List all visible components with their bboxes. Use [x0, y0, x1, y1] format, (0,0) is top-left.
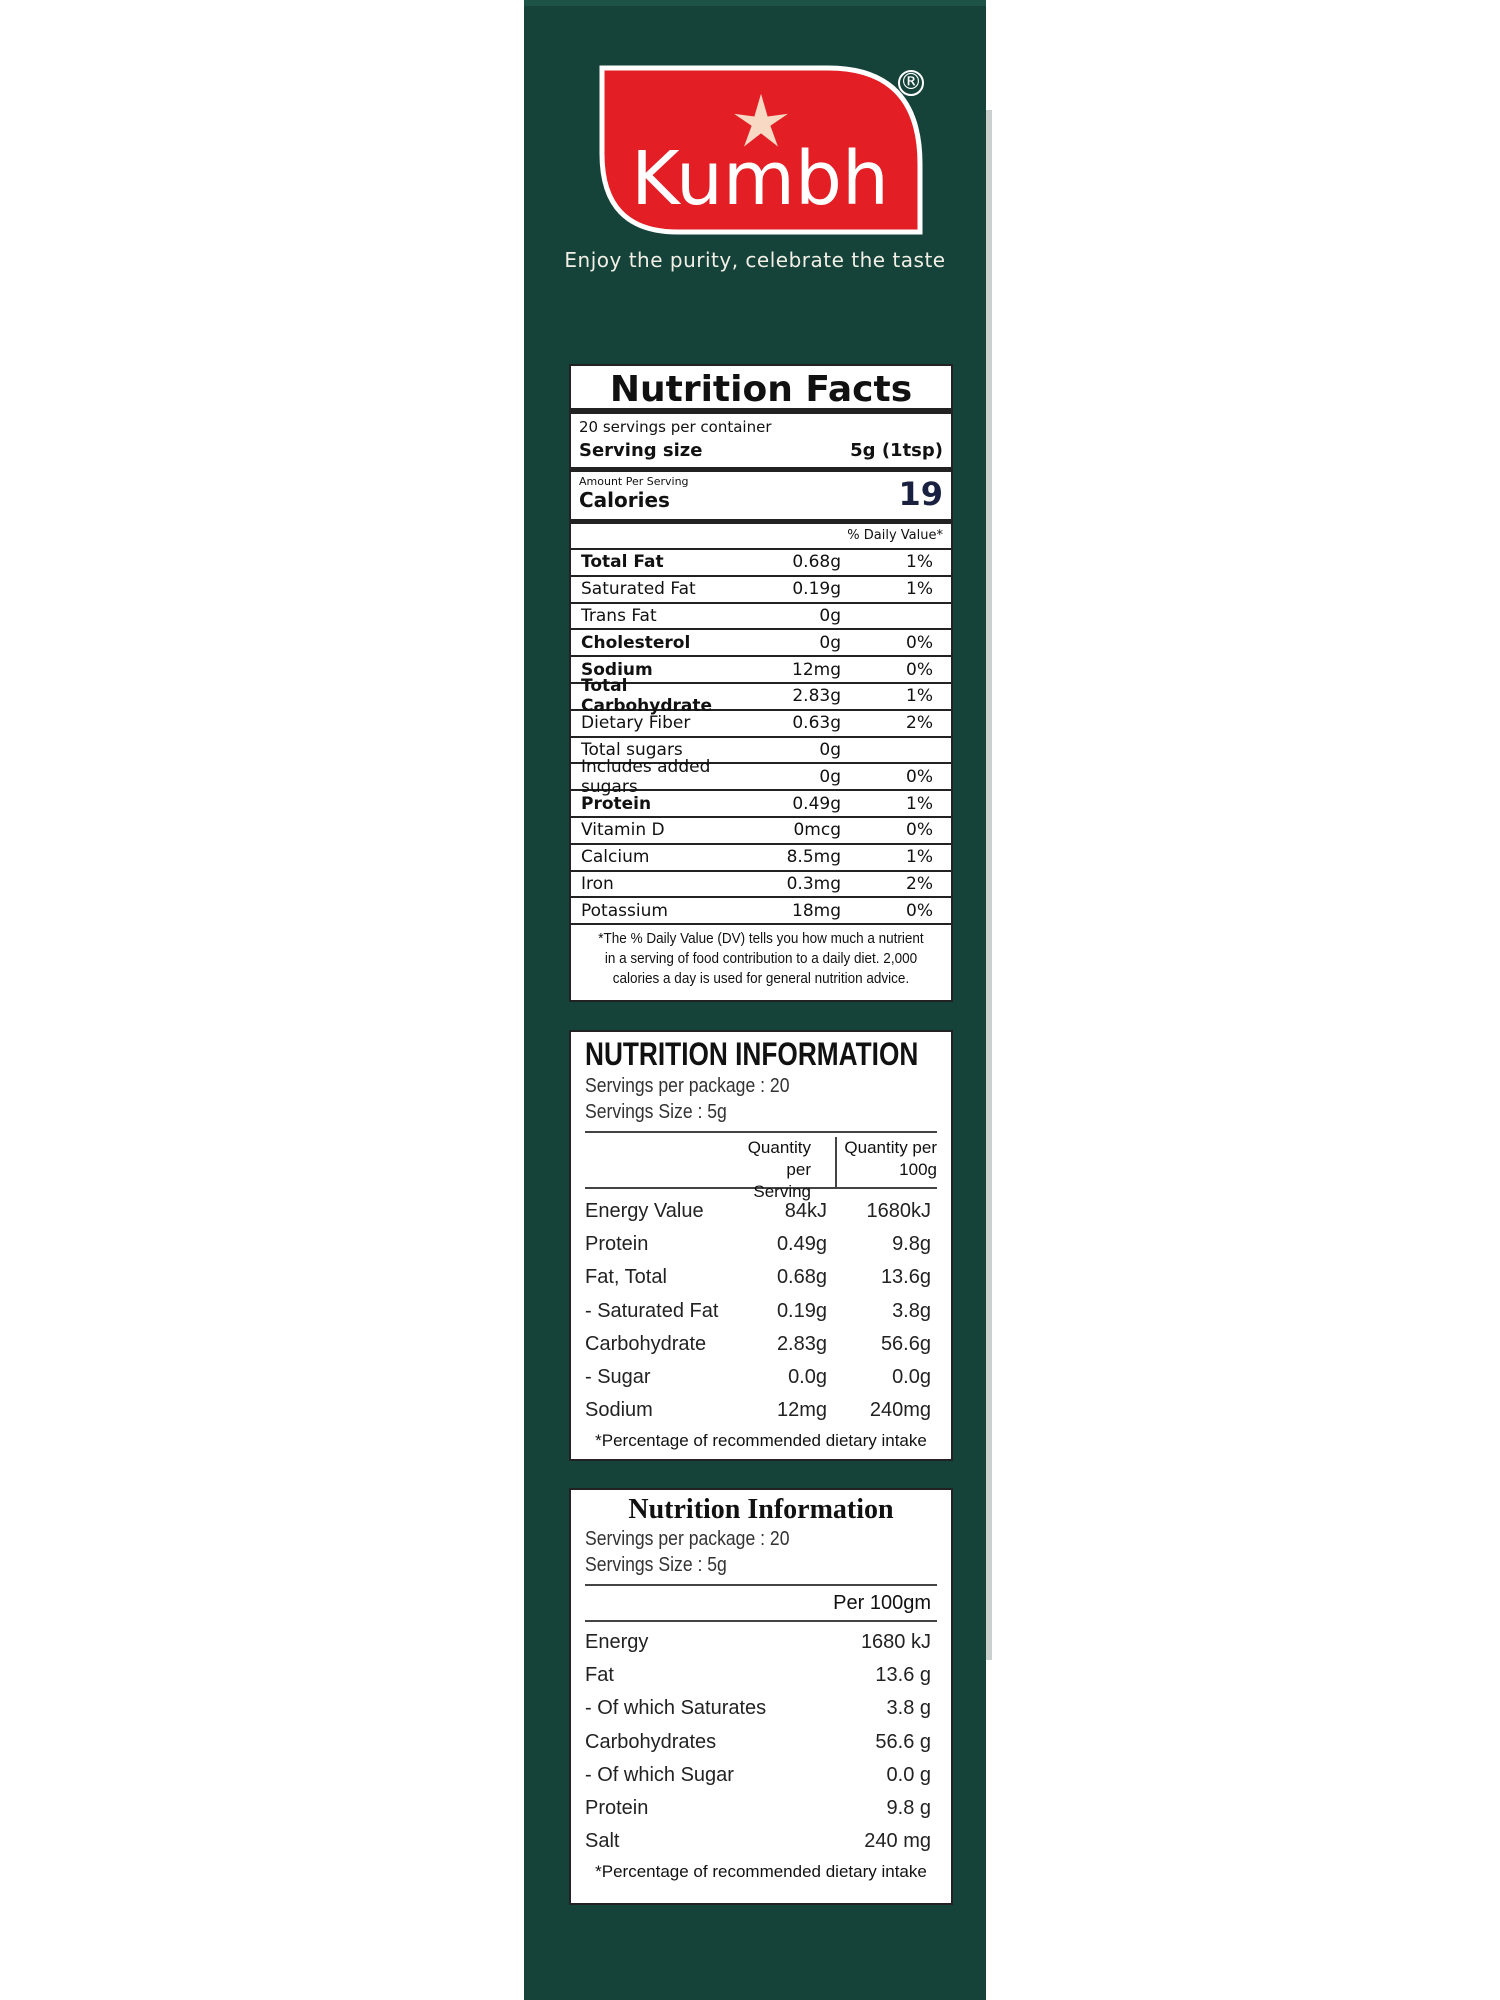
info-servings: Servings per package : 20: [585, 1075, 790, 1097]
nutrient-row: [571, 756, 951, 797]
info2-per-100gm: 0.0 g: [886, 1763, 931, 1786]
nutrient-row: [571, 550, 951, 577]
facts-title: Nutrition Facts: [571, 366, 951, 414]
nutrient-name: Potassium: [581, 900, 668, 921]
info2-name: - Of which Sugar: [585, 1763, 734, 1786]
info-per-100g: 240mg: [869, 1399, 931, 1422]
nutrient-amount: 8.5mg: [786, 847, 841, 868]
nutrient-amount: 0mcg: [793, 820, 841, 841]
info2-per-100gm: 13.6 g: [875, 1664, 931, 1687]
nutrient-amount: 0g: [819, 739, 841, 760]
info2-row: [585, 1726, 937, 1759]
nutrient-row: [571, 711, 951, 738]
nutrient-row: [571, 791, 951, 818]
nutrient-amount: 0g: [819, 605, 841, 626]
info-per-100g: 0.0g: [892, 1366, 931, 1389]
nutrient-name: Sodium: [581, 659, 653, 680]
info-row: [585, 1295, 937, 1328]
nutrient-daily-value: 1%: [906, 847, 933, 868]
tagline: Enjoy the purity, celebrate the taste: [564, 248, 946, 272]
nutrient-amount: 0g: [819, 632, 841, 653]
info-row: [585, 1328, 937, 1361]
nutrient-amount: 12mg: [792, 659, 841, 680]
info2-row: [585, 1792, 937, 1825]
nutrient-daily-value: 2%: [906, 713, 933, 734]
calories-value: 19: [898, 475, 943, 513]
serving-size-label: Serving size: [579, 440, 703, 461]
facts-footnote: *The % Daily Value (DV) tells you how much a nutrient in a serving of food contribution to a daily diet. 2,000 calories a day is used for general nutrition advice.: [598, 930, 924, 988]
info2-footnote: *Percentage of recommended dietary intake: [595, 1862, 927, 1882]
nutrient-daily-value: 0%: [906, 766, 933, 787]
package-edge: [986, 110, 992, 1660]
nutrition-information-panel: [569, 1030, 953, 1461]
info-name: - Saturated Fat: [585, 1299, 719, 1322]
info-row: [585, 1195, 937, 1228]
info2-row: [585, 1626, 937, 1659]
info-name: Fat, Total: [585, 1266, 667, 1289]
nutrient-amount: 0g: [819, 766, 841, 787]
nutrient-daily-value: 1%: [906, 793, 933, 814]
col-per-100gm: Per 100gm: [585, 1584, 937, 1622]
nutrient-amount: 0.19g: [792, 579, 841, 600]
nutrient-amount: 18mg: [792, 900, 841, 921]
info-per-serving: 84kJ: [784, 1200, 827, 1223]
nutrient-daily-value: 1%: [906, 579, 933, 600]
nutrient-daily-value: 0%: [906, 632, 933, 653]
col-per-serving: Quantity per Serving: [727, 1137, 837, 1187]
nutrient-row: [571, 872, 951, 899]
info-name: Sodium: [585, 1399, 653, 1422]
nutrient-name: Total sugars: [581, 739, 683, 760]
nutrient-name: Includes added sugars: [581, 756, 711, 797]
nutrient-row: [571, 630, 951, 657]
info-per-serving: 12mg: [776, 1399, 827, 1422]
nutrition-information-panel-2: [569, 1488, 953, 1905]
info2-name: Protein: [585, 1797, 649, 1820]
col-per-100g: Quantity per 100g: [844, 1138, 937, 1179]
nutrient-amount: 2.83g: [792, 686, 841, 707]
info2-name: Fat: [585, 1664, 614, 1687]
nutrient-name: Total Fat: [581, 552, 664, 573]
info-per-serving: 0.19g: [776, 1299, 827, 1322]
amount-per-serving: Amount Per Serving: [579, 475, 689, 488]
nutrient-row: [571, 818, 951, 845]
info2-per-100gm: 3.8 g: [886, 1697, 931, 1720]
info-per-100g: 13.6g: [880, 1266, 931, 1289]
info-per-serving: 0.0g: [788, 1366, 827, 1389]
info2-name: - Of which Saturates: [585, 1697, 767, 1720]
info-name: Protein: [585, 1233, 649, 1256]
nutrient-daily-value: 0%: [906, 820, 933, 841]
nutrient-amount: 0.3mg: [786, 873, 841, 894]
info2-size: Servings Size : 5g: [585, 1554, 727, 1576]
info-size: Servings Size : 5g: [585, 1101, 727, 1123]
info2-name: Energy: [585, 1631, 649, 1654]
info2-per-100gm: 240 mg: [864, 1830, 931, 1853]
info2-per-100gm: 56.6 g: [875, 1730, 931, 1753]
info-per-100g: 56.6g: [880, 1332, 931, 1355]
registered-mark: ®: [900, 70, 922, 95]
nutrient-name: Calcium: [581, 847, 650, 868]
info2-per-100gm: 1680 kJ: [860, 1631, 931, 1654]
nutrient-amount: 0.49g: [792, 793, 841, 814]
info-per-serving: 2.83g: [776, 1332, 827, 1355]
info-footnote: *Percentage of recommended dietary intake: [595, 1431, 927, 1451]
serving-size-value: 5g (1tsp): [850, 440, 943, 461]
nutrient-row: [571, 577, 951, 604]
nutrient-amount: 0.63g: [792, 713, 841, 734]
nutrient-row: [571, 898, 951, 925]
info-row: [585, 1361, 937, 1394]
nutrient-row: [571, 604, 951, 631]
info-per-100g: 1680kJ: [866, 1200, 931, 1223]
info2-row: [585, 1759, 937, 1792]
info-row: [585, 1394, 937, 1427]
logo-text: Kumbh: [631, 136, 889, 222]
info2-servings: Servings per package : 20: [585, 1528, 790, 1550]
info2-name: Salt: [585, 1830, 620, 1853]
nutrient-row: [571, 676, 951, 717]
info-row: [585, 1261, 937, 1294]
info-title: NUTRITION INFORMATION: [585, 1036, 919, 1072]
nutrient-daily-value: 0%: [906, 659, 933, 680]
info2-row: [585, 1825, 937, 1858]
nutrient-row: [571, 845, 951, 872]
info-name: - Sugar: [585, 1366, 651, 1389]
nutrient-name: Trans Fat: [581, 605, 657, 626]
info-per-100g: 9.8g: [892, 1233, 931, 1256]
nutrient-daily-value: 1%: [906, 552, 933, 573]
nutrient-daily-value: 1%: [906, 686, 933, 707]
nutrient-name: Total Carbohydrate: [581, 676, 713, 717]
nutrient-name: Iron: [581, 873, 614, 894]
info-name: Carbohydrate: [585, 1332, 707, 1355]
info2-title: Nutrition Information: [628, 1494, 894, 1525]
nutrient-name: Dietary Fiber: [581, 713, 691, 734]
info2-per-100gm: 9.8 g: [886, 1797, 931, 1820]
info-row: [585, 1228, 937, 1261]
info-per-100g: 3.8g: [892, 1299, 931, 1322]
nutrient-amount: 0.68g: [792, 552, 841, 573]
info-per-serving: 0.68g: [776, 1266, 827, 1289]
info2-row: [585, 1692, 937, 1725]
servings-per-container: 20 servings per container: [579, 418, 772, 436]
kumbh-logo: [598, 64, 924, 236]
nutrient-daily-value: 0%: [906, 900, 933, 921]
info-name: Energy Value: [585, 1200, 704, 1223]
nutrient-name: Saturated Fat: [581, 579, 696, 600]
calories-label: Calories: [579, 488, 670, 512]
nutrient-name: Vitamin D: [581, 820, 665, 841]
nutrient-name: Cholesterol: [581, 632, 691, 653]
nutrient-name: Protein: [581, 793, 652, 814]
nutrient-daily-value: 2%: [906, 873, 933, 894]
info-per-serving: 0.49g: [776, 1233, 827, 1256]
daily-value-header: % Daily Value*: [847, 528, 943, 543]
nutrition-facts-label: [569, 364, 953, 1002]
info2-row: [585, 1659, 937, 1692]
info2-name: Carbohydrates: [585, 1730, 717, 1753]
